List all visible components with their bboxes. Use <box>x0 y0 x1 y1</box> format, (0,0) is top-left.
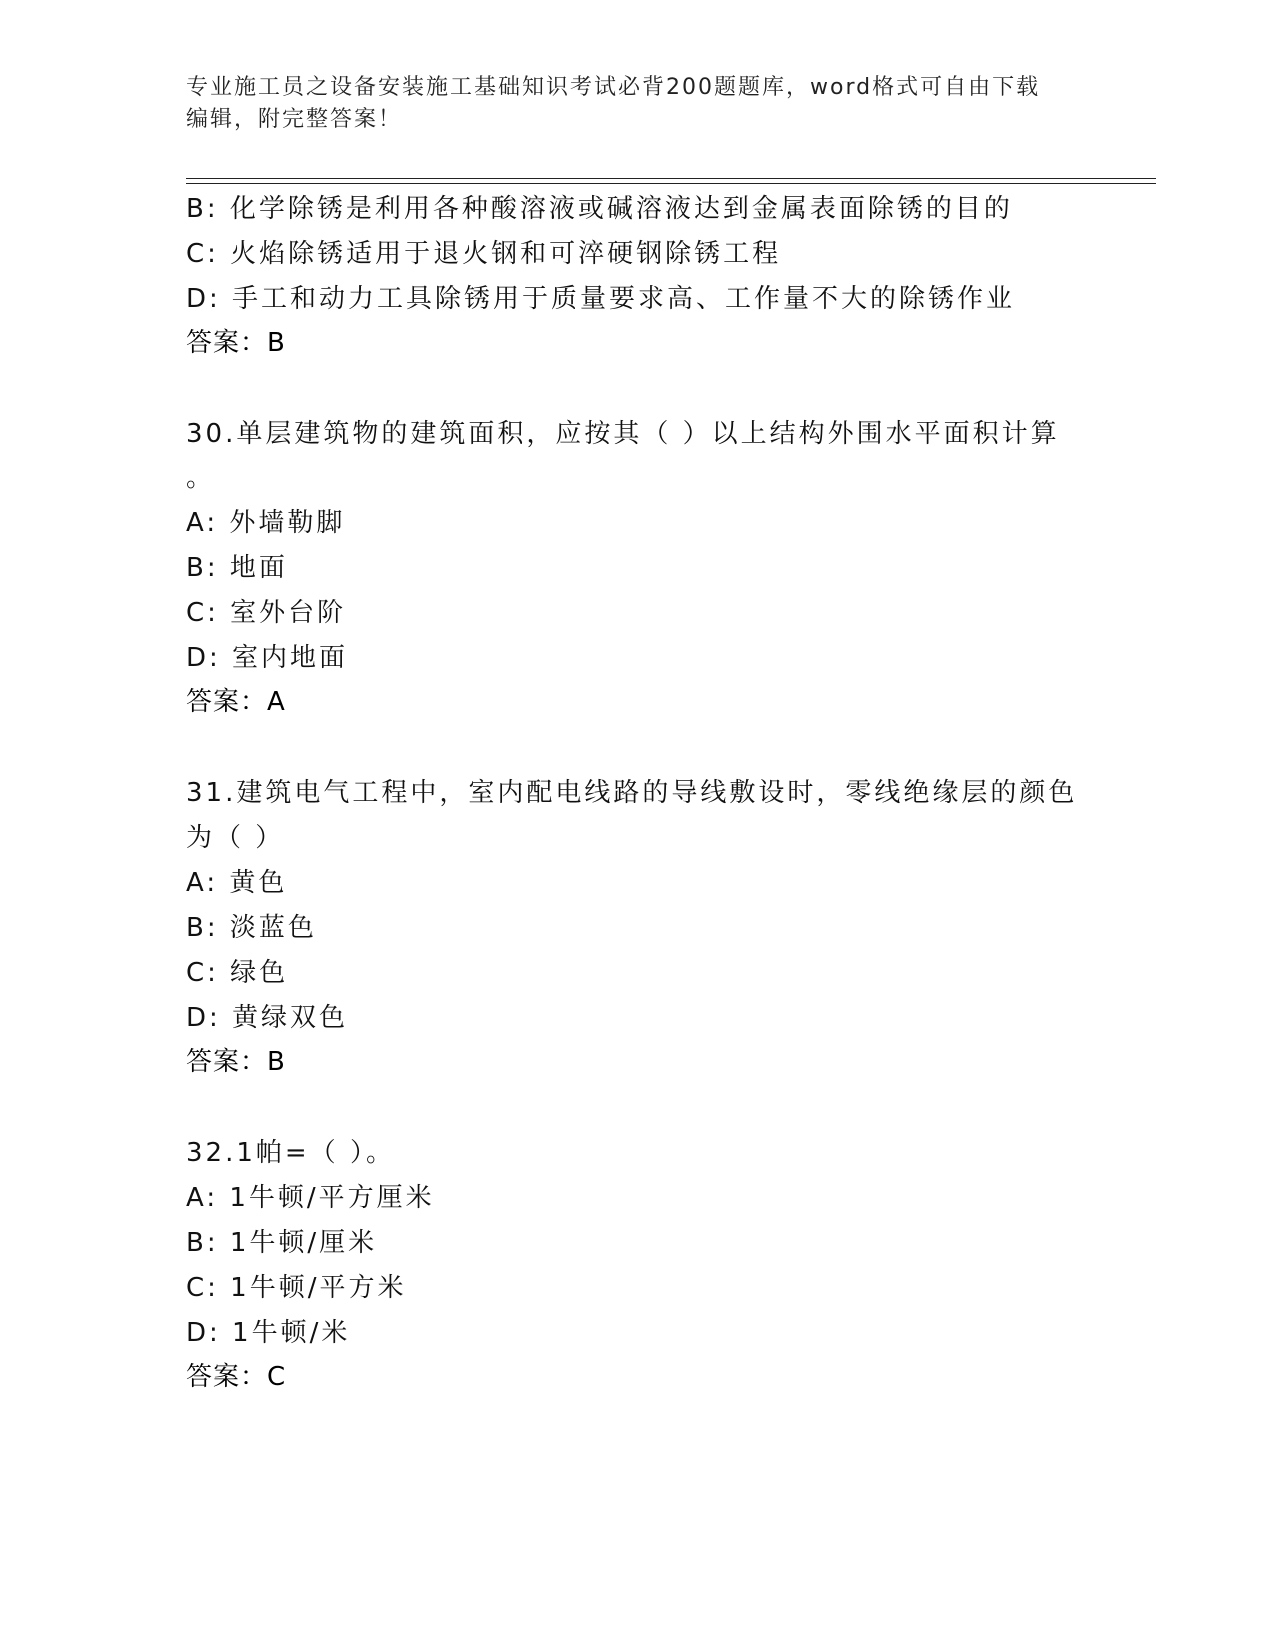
q29-option-b: B: 化学除锈是利用各种酸溶液或碱溶液达到金属表面除锈的目的 <box>186 194 1013 224</box>
header-line-2: 编辑，附完整答案！ <box>186 107 403 132</box>
q31-stem-line-1: 31.建筑电气工程中，室内配电线路的导线敷设时，零线绝缘层的颜色 <box>186 778 1078 808</box>
q31-answer: 答案：B <box>186 1047 286 1077</box>
q30-stem-line-2: 。 <box>186 463 216 493</box>
q32-stem-line-1: 32.1帕=（ ）。 <box>186 1138 395 1168</box>
q32-option-c: C: 1牛顿/平方米 <box>186 1273 407 1303</box>
q30-option-d: D: 室内地面 <box>186 643 349 673</box>
header-line-1: 专业施工员之设备安装施工基础知识考试必背200题题库，word格式可自由下载 <box>186 75 1041 100</box>
header-divider-top <box>186 178 1156 179</box>
q29-option-c: C: 火焰除锈适用于退火钢和可淬硬钢除锈工程 <box>186 239 782 269</box>
document-header <box>186 72 1086 136</box>
q31-option-d: D: 黄绿双色 <box>186 1003 349 1033</box>
q31-option-c: C: 绿色 <box>186 958 289 988</box>
q31-stem-line-2: 为（ ） <box>186 823 285 853</box>
q32-answer: 答案：C <box>186 1362 287 1392</box>
q29-option-d: D: 手工和动力工具除锈用于质量要求高、工作量不大的除锈作业 <box>186 284 1016 314</box>
q32-option-b: B: 1牛顿/厘米 <box>186 1228 378 1258</box>
q30-option-a: A: 外墙勒脚 <box>186 508 346 538</box>
q31-option-b: B: 淡蓝色 <box>186 913 317 943</box>
q30-option-c: C: 室外台阶 <box>186 598 347 628</box>
q32-option-d: D: 1牛顿/米 <box>186 1318 351 1348</box>
q29-answer: 答案：B <box>186 328 286 358</box>
q32-option-a: A: 1牛顿/平方厘米 <box>186 1183 435 1213</box>
q30-stem-line-1: 30.单层建筑物的建筑面积，应按其（ ）以上结构外围水平面积计算 <box>186 419 1060 449</box>
q30-answer: 答案：A <box>186 687 286 717</box>
q31-option-a: A: 黄色 <box>186 868 288 898</box>
q30-option-b: B: 地面 <box>186 553 288 583</box>
header-divider-bottom <box>186 183 1156 184</box>
